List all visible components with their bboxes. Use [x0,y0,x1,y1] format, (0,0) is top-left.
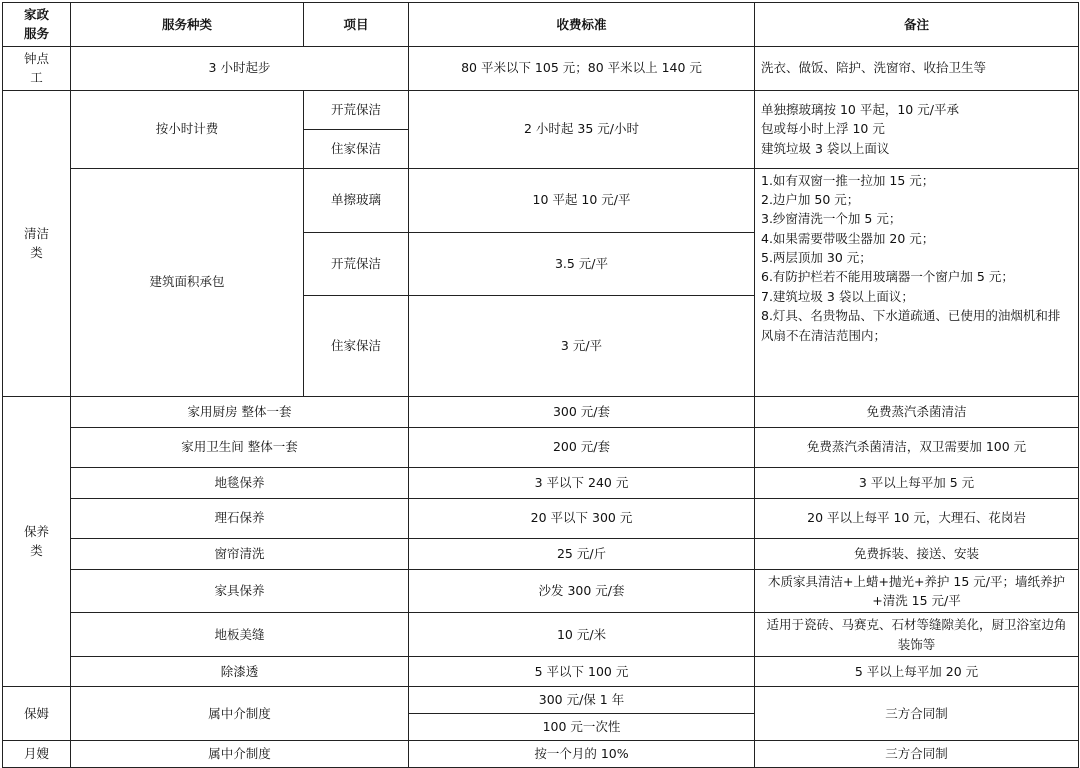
cleaning-area-remark-line: 2.边户加 50 元； [761,191,860,207]
maintenance-remark: 5 平以上每平加 20 元 [755,657,1079,687]
hourly-worker-row [3,46,1079,90]
nanny-category: 保姆 [3,687,71,741]
nanny-row-1 [3,687,1079,714]
cleaning-area-item-glass: 单擦玻璃 [304,168,409,232]
maintenance-remark: 免费蒸汽杀菌清洁 [755,396,1079,427]
cleaning-area-fee-new: 3.5 元/平 [409,232,755,295]
maintenance-fee: 300 元/套 [409,396,755,427]
cleaning-area-item-home: 住家保洁 [304,295,409,396]
maternity-fee: 按一个月的 10% [409,741,755,768]
maintenance-service: 家具保养 [71,569,409,613]
cleaning-hourly-remark-line: 单独擦玻璃按 10 平起，10 元/平承 [761,101,959,117]
cleaning-hourly-remark [755,90,1079,168]
maintenance-fee: 200 元/套 [409,427,755,467]
maintenance-row [3,613,1079,657]
maintenance-fee: 10 元/米 [409,613,755,657]
cleaning-area-fee-home: 3 元/平 [409,295,755,396]
cleaning-area-service: 建筑面积承包 [71,168,304,396]
cleaning-area-remark-line: 6.有防护栏若不能用玻璃器一个窗户加 5 元； [761,269,1014,285]
maintenance-remark: 20 平以上每平 10 元，大理石、花岗岩 [755,498,1079,538]
maintenance-row [3,467,1079,498]
cleaning-hourly-row-1 [3,90,1079,129]
maternity-row [3,741,1079,768]
cleaning-area-remark-line: 7.建筑垃圾 3 袋以上面议； [761,288,914,304]
cleaning-hourly-remark-line: 包或每小时上浮 10 元 [761,121,885,137]
nanny-fee-annual: 300 元/保 1 年 [409,687,755,714]
hourly-worker-remark: 洗衣、做饭、陪护、洗窗帘、收拾卫生等 [755,46,1079,90]
nanny-fee-once: 100 元一次性 [409,714,755,741]
maintenance-service: 地板美缝 [71,613,409,657]
cleaning-hourly-item-home: 住家保洁 [304,129,409,168]
cleaning-area-item-new: 开荒保洁 [304,232,409,295]
maintenance-fee: 20 平以下 300 元 [409,498,755,538]
maintenance-remark: 免费蒸汽杀菌清洁，双卫需要加 100 元 [755,427,1079,467]
maintenance-remark: 适用于瓷砖、马赛克、石材等缝隙美化，厨卫浴室边角装饰等 [755,613,1079,657]
hourly-worker-fee: 80 平米以下 105 元；80 平米以上 140 元 [409,46,755,90]
cleaning-area-remark-line: 5.两层顶加 30 元； [761,250,872,265]
hourly-worker-service: 3 小时起步 [71,46,409,90]
maternity-remark: 三方合同制 [755,741,1079,768]
maintenance-row [3,538,1079,569]
cleaning-hourly-remark-line: 建筑垃圾 3 袋以上面议 [761,140,890,156]
maintenance-fee: 沙发 300 元/套 [409,569,755,613]
cleaning-hourly-service: 按小时计费 [71,90,304,168]
maternity-category: 月嫂 [3,741,71,768]
maintenance-row [3,569,1079,613]
maintenance-service: 家用厨房 整体一套 [71,396,409,427]
nanny-remark: 三方合同制 [755,687,1079,741]
maintenance-row [3,498,1079,538]
cleaning-area-remark [755,168,1079,396]
maintenance-row [3,427,1079,467]
maintenance-service: 地毯保养 [71,467,409,498]
maintenance-fee: 25 元/斤 [409,538,755,569]
cleaning-area-remark-line: 1.如有双窗一推一拉加 15 元； [761,172,935,188]
hourly-worker-category: 钟点 工 [3,46,71,90]
cleaning-hourly-item-new: 开荒保洁 [304,90,409,129]
maintenance-service: 理石保养 [71,498,409,538]
maintenance-row [3,657,1079,687]
cleaning-area-row-1 [3,168,1079,232]
cleaning-area-remark-line: 4.如果需要带吸尘器加 20 元； [761,230,935,246]
header-category: 家政 服务 [3,3,71,47]
maintenance-remark: 木质家具清洁+上蜡+抛光+养护 15 元/平；墙纸养护+清洗 15 元/平 [755,569,1079,613]
maintenance-fee: 3 平以下 240 元 [409,467,755,498]
service-price-table [2,2,1079,768]
cleaning-area-fee-glass: 10 平起 10 元/平 [409,168,755,232]
cleaning-area-remark-line: 3.纱窗清洗一个加 5 元； [761,211,902,227]
nanny-service: 属中介制度 [71,687,409,741]
maintenance-service: 家用卫生间 整体一套 [71,427,409,467]
maintenance-fee: 5 平以下 100 元 [409,657,755,687]
maintenance-row [3,396,1079,427]
header-service-type: 服务种类 [71,3,304,47]
header-fee: 收费标准 [409,3,755,47]
header-row [3,3,1079,47]
maintenance-service: 窗帘清洗 [71,538,409,569]
maternity-service: 属中介制度 [71,741,409,768]
header-item: 项目 [304,3,409,47]
maintenance-remark: 3 平以上每平加 5 元 [755,467,1079,498]
maintenance-category: 保养 类 [3,396,71,687]
maintenance-remark: 免费拆装、接送、安装 [755,538,1079,569]
cleaning-area-remark-line: 8.灯具、名贵物品、下水道疏通、已使用的油烟机和排风扇不在清洁范围内； [761,308,1061,343]
maintenance-service: 除漆透 [71,657,409,687]
cleaning-category: 清洁 类 [3,90,71,396]
header-remark: 备注 [755,3,1079,47]
cleaning-hourly-fee: 2 小时起 35 元/小时 [409,90,755,168]
